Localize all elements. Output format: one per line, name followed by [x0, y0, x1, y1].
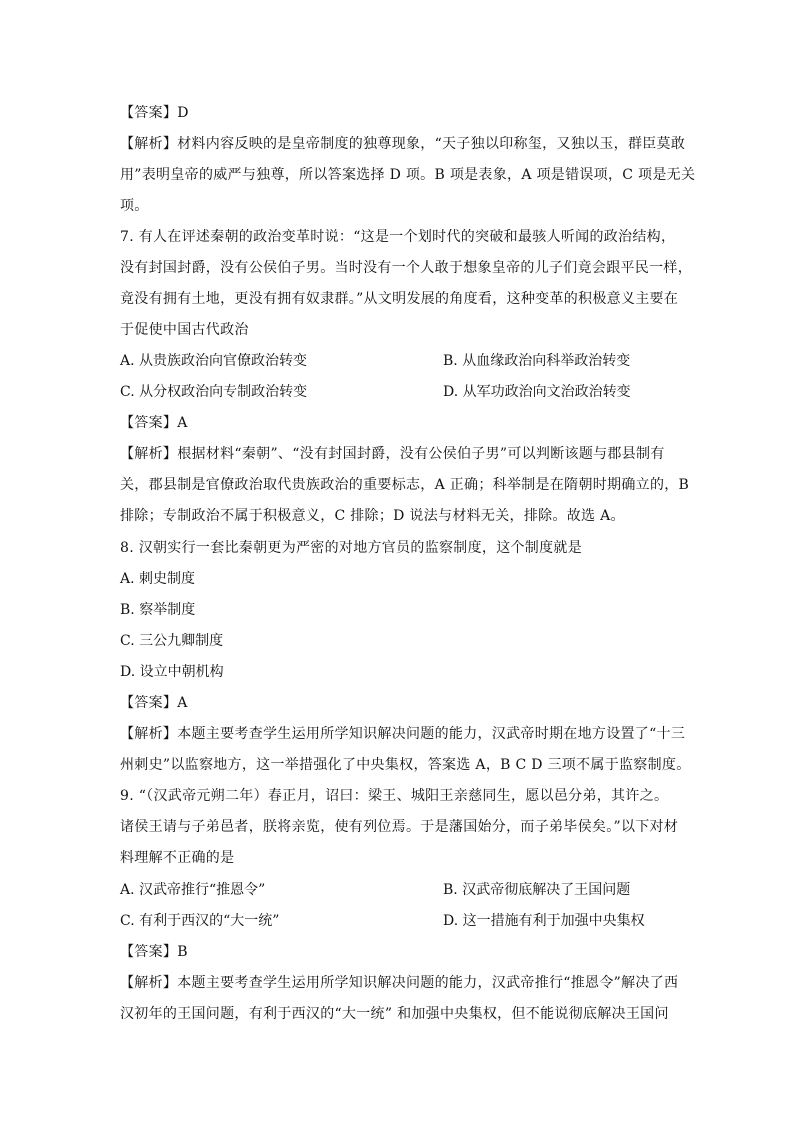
- q9-option-a: A. 汉武帝推行“推恩令”: [120, 882, 266, 898]
- question-7-line3: 竟没有拥有土地，更没有拥有奴隶群。”从文明发展的角度看，这种变革的积极意义主要在: [120, 291, 679, 307]
- q7-option-a: A. 从贵族政治向官僚政治转变: [120, 353, 308, 369]
- explanation-q8-line2: 州刺史”以监察地方，这一举措强化了中央集权，答案选 A，B C D 三项不属于监察制度。: [120, 757, 691, 773]
- explanation-q8-line1: 【解析】本题主要考查学生运用所学知识解决问题的能力，汉武帝时期在地方设置了“十三: [120, 726, 686, 742]
- question-7-line2: 没有封国封爵，没有公侯伯子男。当时没有一个人敢于想象皇帝的儿子们竟会跟平民一样，: [120, 260, 692, 276]
- q9-option-b: B. 汉武帝彻底解决了王国问题: [443, 882, 631, 898]
- q8-option-b: B. 察举制度: [120, 602, 196, 618]
- question-7-line4: 于促使中国古代政治: [120, 322, 249, 338]
- q7-option-d: D. 从军功政治向文治政治转变: [443, 384, 631, 400]
- q9-option-c: C. 有利于西汉的“大一统”: [120, 913, 280, 929]
- q7-option-c: C. 从分权政治向专制政治转变: [120, 384, 308, 400]
- q8-option-d: D. 设立中朝机构: [120, 664, 224, 680]
- answer-q6: 【答案】D: [120, 105, 189, 121]
- explanation-q7-line3: 排除；专制政治不属于积极意义，C 排除；D 说法与材料无关，排除。故选 A。: [120, 508, 625, 524]
- explanation-q7-line2: 关，郡县制是官僚政治取代贵族政治的重要标志，A 正确；科举制是在隋朝时期确立的，B: [120, 477, 690, 493]
- q8-option-c: C. 三公九卿制度: [120, 633, 224, 649]
- q8-option-a: A. 刺史制度: [120, 571, 196, 587]
- answer-q7: 【答案】A: [120, 415, 188, 431]
- q9-option-d: D. 这一措施有利于加强中央集权: [443, 913, 645, 929]
- explanation-q6-line1: 【解析】材料内容反映的是皇帝制度的独尊现象，“天子独以印称玺，又独以玉，群臣莫敢: [120, 136, 686, 152]
- explanation-q6-line3: 项。: [120, 198, 149, 214]
- q7-option-b: B. 从血缘政治向科举政治转变: [443, 353, 631, 369]
- question-9-line2: 诸侯王请与子弟邑者，朕将亲览，使有列位焉。于是藩国始分，而子弟毕侯矣。”以下对材: [120, 819, 679, 835]
- explanation-q9-line1: 【解析】本题主要考查学生运用所学知识解决问题的能力，汉武帝推行“推恩令”解决了西: [120, 975, 679, 991]
- explanation-q6-line2: 用”表明皇帝的威严与独尊，所以答案选择 D 项。B 项是表象，A 项是错误项，C 项是无关: [120, 167, 696, 183]
- question-9-line1: 9. “（汉武帝元朔二年）春正月，诏曰：梁王、城阳王亲慈同生，愿以邑分弟，其许之。: [120, 788, 669, 804]
- question-8: 8. 汉朝实行一套比秦朝更为严密的对地方官员的监察制度，这个制度就是: [120, 540, 583, 556]
- question-9-line3: 料理解不正确的是: [120, 850, 235, 866]
- answer-q9: 【答案】B: [120, 944, 188, 960]
- question-7-line1: 7. 有人在评述秦朝的政治变革时说：“这是一个划时代的突破和最骇人听闻的政治结构，: [120, 229, 676, 245]
- explanation-q7-line1: 【解析】根据材料“秦朝”、“没有封国封爵，没有公侯伯子男”可以判断该题与郡县制有: [120, 446, 665, 462]
- answer-q8: 【答案】A: [120, 695, 188, 711]
- explanation-q9-line2: 汉初年的王国问题，有利于西汉的“大一统” 和加强中央集权，但不能说彻底解决王国问: [120, 1006, 669, 1022]
